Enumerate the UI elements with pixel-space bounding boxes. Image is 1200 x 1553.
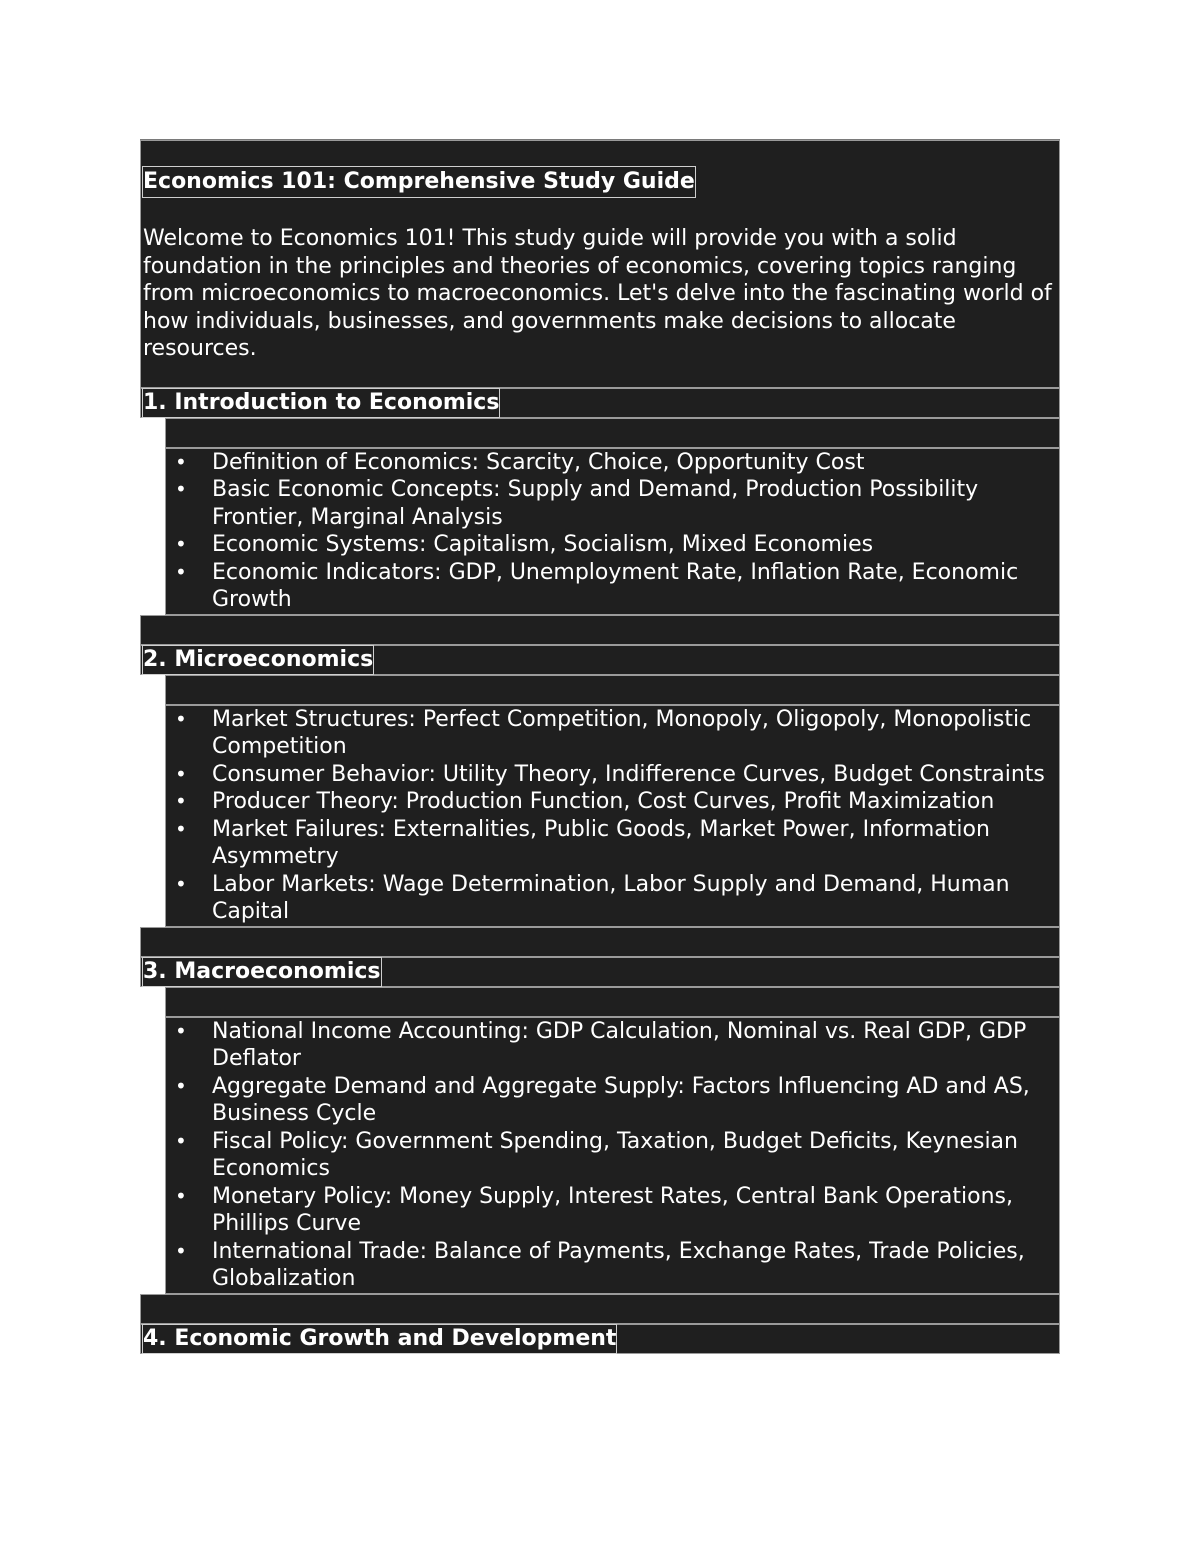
section-heading: 3. Macroeconomics bbox=[143, 958, 381, 984]
list-spacer bbox=[165, 418, 1060, 448]
list-item: • Fiscal Policy: Government Spending, Taxation, Budget Deficits, Keynesian Economics bbox=[212, 1128, 1059, 1183]
list-spacer bbox=[165, 675, 1060, 705]
section-heading-block bbox=[140, 388, 1060, 418]
section-heading-block bbox=[140, 957, 1060, 987]
list-item: • Basic Economic Concepts: Supply and Demand, Production Possibility Frontier, Marginal Analysis bbox=[212, 476, 1059, 531]
bullet-list bbox=[166, 1018, 1059, 1293]
section-heading: 1. Introduction to Economics bbox=[143, 389, 500, 415]
section-list-wrap bbox=[165, 987, 1060, 1294]
list-item: • Aggregate Demand and Aggregate Supply: Factors Influencing AD and AS, Business Cycle bbox=[212, 1073, 1059, 1128]
bullet-list-block bbox=[165, 1017, 1060, 1294]
intro-paragraph: Welcome to Economics 101! This study guide will provide you with a solid foundation in the principles and theories of economics, covering topics ranging from microeconomics to macroeconomics. Let's delve into the fascinating world of how individuals, businesses, and governments make decisions to allocate resources. bbox=[143, 226, 1052, 361]
section-heading-line bbox=[141, 389, 1059, 417]
section-list-wrap bbox=[165, 675, 1060, 927]
document bbox=[140, 139, 1060, 1354]
list-item: • National Income Accounting: GDP Calculation, Nominal vs. Real GDP, GDP Deflator bbox=[212, 1018, 1059, 1073]
document-title: Economics 101: Comprehensive Study Guide bbox=[143, 167, 695, 197]
section-heading: 4. Economic Growth and Development bbox=[143, 1325, 617, 1351]
section-heading-line bbox=[141, 1325, 1059, 1353]
list-item: • Definition of Economics: Scarcity, Choice, Opportunity Cost bbox=[212, 449, 1059, 477]
section-heading-block bbox=[140, 645, 1060, 675]
section-heading-block bbox=[140, 1324, 1060, 1354]
section-spacer bbox=[140, 1294, 1060, 1324]
section-spacer bbox=[140, 615, 1060, 645]
bullet-list bbox=[166, 706, 1059, 926]
list-item: • Monetary Policy: Money Supply, Interest Rates, Central Bank Operations, Phillips Curve bbox=[212, 1183, 1059, 1238]
list-item: • Economic Systems: Capitalism, Socialism, Mixed Economies bbox=[212, 531, 1059, 559]
section-heading-line bbox=[141, 958, 1059, 986]
list-item: • Market Structures: Perfect Competition, Monopoly, Oligopoly, Monopolistic Competition bbox=[212, 706, 1059, 761]
list-item: • Labor Markets: Wage Determination, Labor Supply and Demand, Human Capital bbox=[212, 871, 1059, 926]
bullet-list bbox=[166, 449, 1059, 614]
section-heading-line bbox=[141, 646, 1059, 674]
intro-block bbox=[140, 140, 1060, 388]
list-item: • Producer Theory: Production Function, Cost Curves, Profit Maximization bbox=[212, 788, 1059, 816]
list-item: • Market Failures: Externalities, Public Goods, Market Power, Information Asymmetry bbox=[212, 816, 1059, 871]
section-spacer bbox=[140, 927, 1060, 957]
bullet-list-block bbox=[165, 448, 1060, 615]
list-item: • Economic Indicators: GDP, Unemployment Rate, Inflation Rate, Economic Growth bbox=[212, 559, 1059, 614]
section-heading: 2. Microeconomics bbox=[143, 646, 374, 672]
section-list-wrap bbox=[165, 418, 1060, 615]
bullet-list-block bbox=[165, 705, 1060, 927]
list-spacer bbox=[165, 987, 1060, 1017]
list-item: • Consumer Behavior: Utility Theory, Indifference Curves, Budget Constraints bbox=[212, 761, 1059, 789]
document-title-line bbox=[141, 141, 1059, 197]
list-item: • International Trade: Balance of Payments, Exchange Rates, Trade Policies, Globalization bbox=[212, 1238, 1059, 1293]
